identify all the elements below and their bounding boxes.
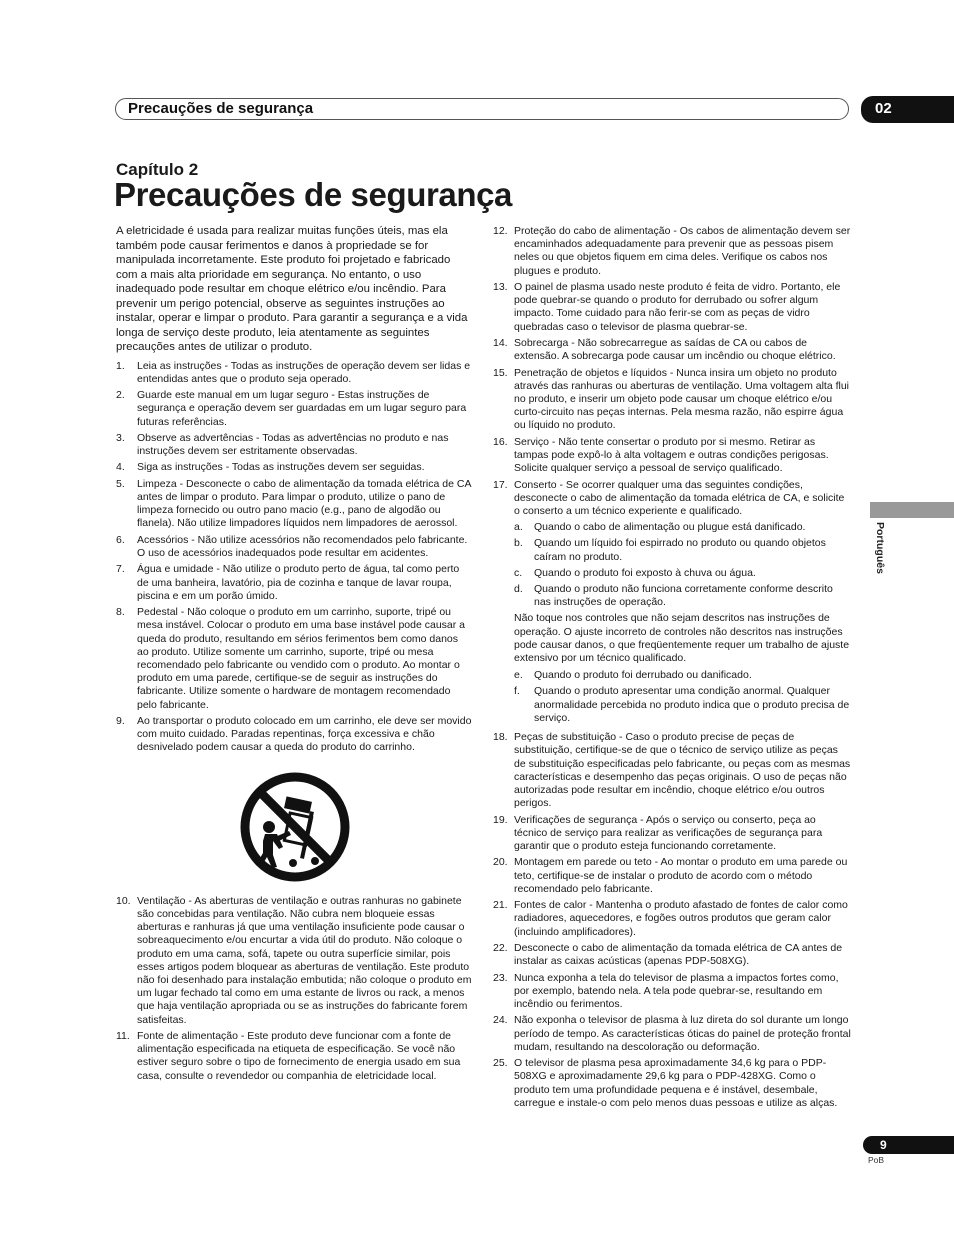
sub-item-letter: c. bbox=[514, 566, 523, 579]
list-item bbox=[116, 478, 472, 531]
item-text: Serviço - Não tente consertar o produto por si mesmo. Retirar as tampas pode expô-lo à alta voltagem e outras condições perigosas. Solicite qualquer serviço a pessoal de serviço qualificado. bbox=[514, 435, 829, 475]
list-item bbox=[116, 1030, 472, 1083]
list-item bbox=[493, 942, 851, 968]
item-text: Peças de substituição - Caso o produto precise de peças de substituição, certifique-se de que o técnico de serviço utilize as peças de substituição especificadas pelo fabricante, ou peças com as mesmas características e desempenho das peças originais. O uso de peças não autorizadas pode resultar em incêndio, choque elétrico e/ou outros perigos. bbox=[514, 731, 851, 810]
right-column bbox=[493, 225, 851, 1113]
list-item bbox=[493, 337, 851, 363]
item-number: 1. bbox=[116, 359, 125, 372]
item-text: Não exponha o televisor de plasma à luz direta do sol durante um longo período de tempo. As características óticas do painel de proteção frontal mudam, resultando na descoloração ou deformação. bbox=[514, 1014, 851, 1053]
page-language-code: PoB bbox=[868, 1155, 885, 1165]
item-text: Pedestal - Não coloque o produto em um carrinho, suporte, tripé ou mesa instável. Colocar o produto em uma base instável pode causar a queda do produto, resultando em sérios ferimentos bem como danos ao produto. Utilize somente um carrinho, suporte, tripé ou mesa recomendado pelo fabricante ou vendido com o produto. Ao montar o produto em uma parede, certifique-se de seguir as instruções do fabricante. Utilize somente o hardware de montagem recomendado pelo fabricante. bbox=[137, 606, 466, 711]
item-number: 4. bbox=[116, 461, 125, 474]
item-number: 8. bbox=[116, 606, 125, 619]
list-item bbox=[116, 895, 472, 1027]
item-number: 20. bbox=[493, 856, 508, 869]
item-number: 12. bbox=[493, 225, 508, 237]
safety-list-right-bottom bbox=[493, 731, 851, 1110]
intro-paragraph: A eletricidade é usada para realizar muitas funções úteis, mas ela também pode causar ferimentos e danos à propriedade se for manipulada incorretamente. Este produto foi projetado e fabricado com a mais alta prioridade em segurança. No entanto, o uso inadequado pode resultar em choque elétrico e/ou incêndio. Para prevenir um perigo potencial, observe as seguintes instruções ao instalar, operar e limpar o produto. Para garantir a segurança e a vida longa de serviço deste produto, leia atentamente as seguintes precauções antes de utilizar o produto. bbox=[116, 225, 468, 353]
item-text: Ventilação - As aberturas de ventilação e outras ranhuras no gabinete são concebidas para ventilação. Não cubra nem bloqueie essas aberturas e ranhuras já que uma ventilação insuficiente pode causar o sobreaquecimento e/ou encurtar a vida útil do produto. Não coloque o produto em uma cama, sofá, tapete ou outra superfície similar, pois esses artigos podem bloquear as aberturas de ventilação. Este produto não foi desenhado para instalação embutida; não coloque o produto em um lugar fechado tal como em uma estante de livros ou rack, a menos que haja ventilação apropriada ou se as instruções do fabricante forem satisfeitas. bbox=[137, 894, 472, 1026]
item-text: O painel de plasma usado neste produto é feita de vidro. Portanto, ele pode quebrar-se quando o produto for derrubado ou sofrer algum impacto. Tome cuidado para não ferir-se com as peças de vidro quebradas caso o televisor de plasma quebrar-se. bbox=[514, 281, 841, 333]
item-text: Montagem em parede ou teto - Ao montar o produto em uma parede ou teto, certifique-se de instalar o produto de acordo com o método recomendado pelo fabricante. bbox=[514, 856, 848, 895]
list-item bbox=[493, 1014, 851, 1054]
sub-item-text: Quando o produto não funciona corretamente conforme descrito nas instruções de operação. bbox=[534, 583, 833, 609]
sub-list-item bbox=[514, 583, 851, 609]
item-number: 10. bbox=[116, 894, 131, 907]
sub-note: Não toque nos controles que não sejam descritos nas instruções de operação. O ajuste incorreto de controles não descritos nas instruções pode causar danos, o que freqüentemente requer um trabalho de ajuste extensivo por um técnico qualificado. bbox=[514, 612, 850, 665]
list-item bbox=[493, 281, 851, 334]
list-item bbox=[116, 563, 472, 603]
list-item bbox=[493, 479, 851, 728]
item-text: Proteção do cabo de alimentação - Os cabos de alimentação devem ser encaminhados adequadamente para prevenir que as pessoas pisem neles ou que objetos fiquem em cima deles. Verifique os cabos nos plugues e produto. bbox=[514, 225, 851, 277]
sub-list-b bbox=[514, 669, 851, 725]
language-tab bbox=[870, 502, 954, 518]
item-number: 21. bbox=[493, 899, 508, 912]
item-number: 7. bbox=[116, 563, 125, 576]
item-number: 22. bbox=[493, 942, 508, 955]
sub-item-text: Quando o produto foi derrubado ou danificado. bbox=[534, 669, 752, 682]
left-column bbox=[116, 224, 472, 1086]
item-text: Penetração de objetos e líquidos - Nunca insira um objeto no produto através das ranhuras ou aberturas de ventilação. Uma voltagem alta flui no produto, e inserir um objeto pode causar um choque elétrico e/ou curto-circuito nas peças internas. Pela mesma razão, não espirre água ou líquido no produto. bbox=[514, 366, 850, 432]
safety-list-left bbox=[116, 360, 472, 755]
list-item bbox=[493, 856, 851, 896]
item-number: 13. bbox=[493, 281, 508, 293]
sub-item-letter: b. bbox=[514, 537, 523, 550]
item-text: Guarde este manual em um lugar seguro - Estas instruções de segurança e operação devem ser guardadas em um lugar seguro para futuras referências. bbox=[137, 389, 467, 428]
item-number: 6. bbox=[116, 533, 125, 546]
sub-item-text: Quando um líquido foi espirrado no produto ou quando objetos caíram no produto. bbox=[534, 537, 826, 563]
list-item bbox=[493, 972, 851, 1012]
list-item bbox=[493, 814, 851, 854]
item-text: Leia as instruções - Todas as instruções de operação devem ser lidas e entendidas antes que o produto seja operado. bbox=[137, 359, 471, 385]
list-item bbox=[493, 367, 851, 433]
item-number: 2. bbox=[116, 389, 125, 402]
sub-item-letter: f. bbox=[514, 685, 520, 698]
item-number: 17. bbox=[493, 478, 508, 491]
item-text: Conserto - Se ocorrer qualquer uma das seguintes condições, desconecte o cabo de alimentação da tomada elétrica de CA, e solicite o conserto a um técnico experiente e qualificado. bbox=[514, 478, 845, 517]
list-item bbox=[493, 899, 851, 939]
item-text: Sobrecarga - Não sobrecarregue as saídas de CA ou cabos de extensão. A sobrecarga pode causar um incêndio ou choque elétrico. bbox=[514, 337, 836, 363]
list-item bbox=[493, 436, 851, 476]
item-number: 25. bbox=[493, 1057, 508, 1070]
list-item bbox=[116, 389, 472, 429]
item-text: Nunca exponha a tela do televisor de plasma a impactos fortes como, por exemplo, batendo nela. A tela pode quebrar-se, resultando em incêndio ou ferimentos. bbox=[514, 971, 839, 1011]
list-item bbox=[493, 225, 851, 278]
item-number: 15. bbox=[493, 366, 508, 379]
item-number: 9. bbox=[116, 715, 125, 728]
chapter-number-tab: 02 bbox=[861, 96, 954, 123]
section-header-bar bbox=[115, 98, 849, 120]
list-item bbox=[116, 461, 472, 474]
item-number: 16. bbox=[493, 435, 508, 448]
sub-item-text: Quando o cabo de alimentação ou plugue está danificado. bbox=[534, 521, 806, 534]
list-item bbox=[493, 731, 851, 810]
language-label: Português bbox=[874, 522, 886, 574]
sub-list-item bbox=[514, 537, 851, 563]
item-text: Verificações de segurança - Após o serviço ou conserto, peça ao técnico de serviço para realizar as verificações de segurança para garantir que o produto esteja funcionando corretamente. bbox=[514, 813, 823, 853]
item-number: 5. bbox=[116, 477, 125, 490]
page-number: 9 bbox=[863, 1136, 954, 1154]
item-text: Acessórios - Não utilize acessórios não recomendados pelo fabricante. O uso de acessórios inadequados pode resultar em acidentes. bbox=[137, 533, 468, 560]
sub-list-item bbox=[514, 669, 851, 682]
list-item bbox=[116, 606, 472, 712]
safety-list-item-17 bbox=[493, 479, 851, 728]
list-item bbox=[493, 1057, 851, 1110]
item-text: Ao transportar o produto colocado em um carrinho, ele deve ser movido com muito cuidado. Paradas repentinas, força excessiva e chão desnivelado podem causar a queda do produto do carrinho. bbox=[137, 715, 472, 754]
sub-list-item bbox=[514, 685, 851, 725]
item-text: Desconecte o cabo de alimentação da tomada elétrica de CA antes de instalar as caixas acústicas (apenas PDP-508XG). bbox=[514, 942, 843, 968]
list-item bbox=[116, 534, 472, 560]
sub-list-a bbox=[514, 521, 851, 609]
list-item bbox=[116, 432, 472, 458]
item-number: 18. bbox=[493, 731, 508, 744]
item-text: Água e umidade - Não utilize o produto perto de água, tal como perto de uma banheira, lavatório, pia de cozinha e tanque de lavar roupa, piscina e em um porão úmido. bbox=[137, 563, 460, 602]
item-number: 23. bbox=[493, 971, 508, 984]
sub-item-text: Quando o produto foi exposto à chuva ou água. bbox=[534, 566, 756, 579]
item-text: Limpeza - Desconecte o cabo de alimentação da tomada elétrica de CA antes de limpar o produto. Para limpar o produto, utilize o pano de limpeza fornecido ou outro pano macio (e.g., pano de algodão ou flanela). Não utilize limpadores líquidos nem limpadores de aerossol. bbox=[137, 477, 471, 530]
item-text: Fontes de calor - Mantenha o produto afastado de fontes de calor como radiadores, aquecedores, e fogões outros produtos que geram calor (incluindo amplificadores). bbox=[514, 899, 848, 938]
list-item bbox=[116, 360, 472, 386]
safety-list-left-continued bbox=[116, 895, 472, 1083]
safety-list-right-top bbox=[493, 225, 851, 475]
item-number: 19. bbox=[493, 813, 508, 826]
item-text: Observe as advertências - Todas as advertências no produto e nas instruções devem ser estritamente observadas. bbox=[137, 431, 449, 458]
item-text: O televisor de plasma pesa aproximadamente 34,6 kg para o PDP-508XG e aproximadamente 29,6 kg para o PDP-428XG. Como o produto tem uma profundidade pequena e é instável, desembale, carregue e instale-o com pelo menos duas pessoas e utilize as alças. bbox=[514, 1057, 838, 1109]
item-text: Siga as instruções - Todas as instruções devem ser seguidas. bbox=[137, 461, 425, 474]
cart-tip-over-warning-icon bbox=[239, 771, 351, 883]
sub-item-letter: d. bbox=[514, 583, 523, 596]
chapter-title: Precauções de segurança bbox=[114, 176, 513, 213]
item-number: 14. bbox=[493, 337, 508, 349]
item-number: 24. bbox=[493, 1014, 508, 1027]
chapter-label: Capítulo 2 bbox=[116, 160, 199, 179]
section-header-title: Precauções de segurança bbox=[128, 100, 314, 117]
sub-item-text: Quando o produto apresentar uma condição anormal. Qualquer anormalidade percebida no produto indica que o produto precisa de serviço. bbox=[534, 685, 850, 724]
item-number: 3. bbox=[116, 431, 125, 444]
sub-list-item bbox=[514, 521, 851, 534]
item-number: 11. bbox=[116, 1029, 130, 1042]
list-item bbox=[116, 715, 472, 755]
item-text: Fonte de alimentação - Este produto deve funcionar com a fonte de alimentação especificada na etiqueta de especificação. Se você não estiver seguro sobre o tipo de fornecimento de energia usado em sua casa, consulte o revendedor ou companhia de eletricidade local. bbox=[137, 1029, 461, 1082]
sub-list-item bbox=[514, 567, 851, 580]
sub-item-letter: a. bbox=[514, 521, 523, 534]
sub-item-letter: e. bbox=[514, 669, 523, 682]
